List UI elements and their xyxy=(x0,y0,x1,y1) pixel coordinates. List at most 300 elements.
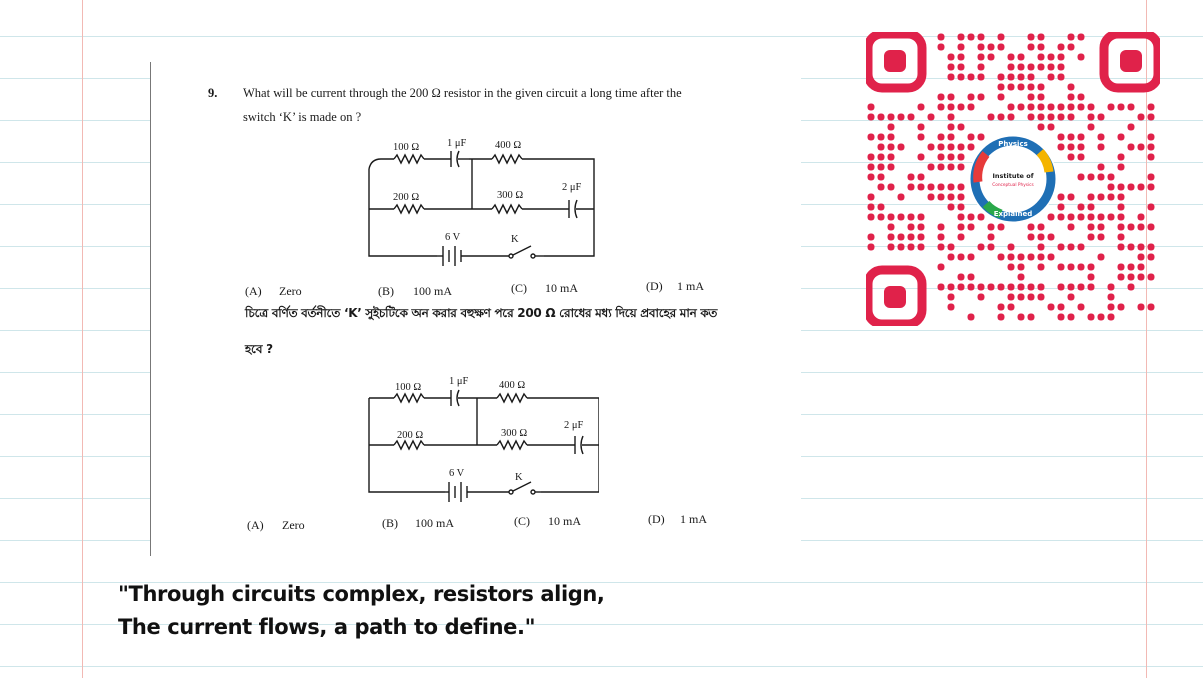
qr-module xyxy=(1068,134,1075,141)
qr-module xyxy=(1108,294,1115,301)
qr-module xyxy=(978,214,985,221)
qr-module xyxy=(1148,254,1155,261)
qr-module xyxy=(968,94,975,101)
qr-code[interactable] xyxy=(866,32,1160,326)
qr-module xyxy=(958,204,965,211)
caption-line1: "Through circuits complex, resistors align, xyxy=(118,582,605,606)
qr-module xyxy=(968,284,975,291)
option-bn-a-value: Zero xyxy=(282,518,305,532)
qr-module xyxy=(888,234,895,241)
qr-module xyxy=(1058,64,1065,71)
qr-module xyxy=(888,114,895,121)
qr-module xyxy=(1038,94,1045,101)
qr-module xyxy=(1058,44,1065,51)
option-bn-b-value: 100 mA xyxy=(415,516,454,530)
qr-module xyxy=(988,244,995,251)
qr-module xyxy=(1118,104,1125,111)
label-c1-bn: 1 μF xyxy=(449,376,469,387)
option-b-key: (B) xyxy=(378,284,394,298)
qr-module xyxy=(938,134,945,141)
option-a-key: (A) xyxy=(245,284,262,298)
qr-module xyxy=(958,224,965,231)
qr-module xyxy=(1058,144,1065,151)
qr-module xyxy=(918,184,925,191)
qr-logo xyxy=(969,135,1057,223)
qr-module xyxy=(1048,304,1055,311)
qr-module xyxy=(1098,224,1105,231)
qr-module xyxy=(958,154,965,161)
qr-module xyxy=(918,174,925,181)
ruled-line xyxy=(0,666,1203,667)
question-bengali-line2: হবে ? xyxy=(245,342,273,356)
qr-module xyxy=(898,194,905,201)
qr-module xyxy=(1058,284,1065,291)
qr-module xyxy=(1018,294,1025,301)
qr-module xyxy=(1148,184,1155,191)
qr-module xyxy=(1048,104,1055,111)
qr-module xyxy=(978,284,985,291)
qr-module xyxy=(878,144,885,151)
option-c-value: 10 mA xyxy=(545,281,578,295)
qr-module xyxy=(988,224,995,231)
qr-module xyxy=(1108,284,1115,291)
qr-module xyxy=(948,74,955,81)
qr-module xyxy=(978,134,985,141)
qr-module xyxy=(1148,274,1155,281)
qr-module xyxy=(958,34,965,41)
option-c-key: (C) xyxy=(511,281,527,295)
qr-module xyxy=(1108,174,1115,181)
qr-module xyxy=(898,114,905,121)
qr-module xyxy=(948,244,955,251)
qr-module xyxy=(1148,244,1155,251)
qr-module xyxy=(1108,194,1115,201)
qr-module xyxy=(1018,254,1025,261)
qr-module xyxy=(888,164,895,171)
qr-finder-top-right xyxy=(1104,34,1158,88)
qr-module xyxy=(1038,224,1045,231)
qr-logo-bottom: Explained xyxy=(993,210,1033,218)
qr-logo-middle2: Conceptual Physics xyxy=(992,183,1034,188)
qr-module xyxy=(978,54,985,61)
option-d-key: (D) xyxy=(646,279,663,293)
qr-module xyxy=(1138,114,1145,121)
qr-module xyxy=(1088,174,1095,181)
qr-module xyxy=(1128,244,1135,251)
qr-module xyxy=(1138,264,1145,271)
qr-module xyxy=(958,124,965,131)
question-text-line2: switch ‘K’ is made on ? xyxy=(243,110,362,124)
qr-module xyxy=(1078,244,1085,251)
qr-module xyxy=(1098,134,1105,141)
qr-module xyxy=(1148,134,1155,141)
qr-module xyxy=(948,204,955,211)
qr-module xyxy=(1098,214,1105,221)
qr-module xyxy=(1098,174,1105,181)
option-bn-d-value: 1 mA xyxy=(680,512,707,526)
qr-module xyxy=(1018,54,1025,61)
qr-module xyxy=(1008,284,1015,291)
qr-module xyxy=(1118,204,1125,211)
qr-module xyxy=(978,94,985,101)
question-text-line1: What will be current through the 200 Ω resistor in the given circuit a long time after the xyxy=(243,86,682,100)
qr-module xyxy=(918,224,925,231)
qr-module xyxy=(1078,154,1085,161)
qr-module xyxy=(878,154,885,161)
qr-module xyxy=(1048,74,1055,81)
qr-module xyxy=(958,164,965,171)
option-a-value: Zero xyxy=(279,284,302,298)
qr-module xyxy=(948,64,955,71)
qr-module xyxy=(1118,304,1125,311)
qr-module xyxy=(1058,214,1065,221)
qr-module xyxy=(1058,134,1065,141)
qr-module xyxy=(1098,234,1105,241)
qr-module xyxy=(948,114,955,121)
question-number: 9. xyxy=(208,86,218,100)
qr-module xyxy=(948,294,955,301)
qr-module xyxy=(958,104,965,111)
qr-module xyxy=(878,214,885,221)
qr-module xyxy=(1068,314,1075,321)
qr-module xyxy=(1118,244,1125,251)
qr-module xyxy=(1058,204,1065,211)
label-r1: 100 Ω xyxy=(393,142,420,153)
qr-module xyxy=(1028,44,1035,51)
qr-module xyxy=(1008,294,1015,301)
qr-module xyxy=(1028,294,1035,301)
qr-module xyxy=(1128,124,1135,131)
qr-module xyxy=(1098,194,1105,201)
option-d-value: 1 mA xyxy=(677,279,704,293)
qr-module xyxy=(1008,304,1015,311)
qr-module xyxy=(878,184,885,191)
qr-module xyxy=(998,74,1005,81)
qr-module xyxy=(1118,224,1125,231)
qr-module xyxy=(998,34,1005,41)
qr-module xyxy=(1128,184,1135,191)
qr-module xyxy=(998,44,1005,51)
qr-module xyxy=(1098,254,1105,261)
qr-finder-bottom-left xyxy=(868,270,922,324)
qr-module xyxy=(888,244,895,251)
qr-module xyxy=(948,124,955,131)
qr-module xyxy=(1018,64,1025,71)
qr-module xyxy=(948,194,955,201)
qr-module xyxy=(1148,174,1155,181)
qr-module xyxy=(1078,134,1085,141)
qr-module xyxy=(978,44,985,51)
qr-module xyxy=(958,54,965,61)
qr-module xyxy=(1028,114,1035,121)
qr-module xyxy=(1008,84,1015,91)
qr-module xyxy=(958,64,965,71)
qr-module xyxy=(998,284,1005,291)
qr-module xyxy=(988,114,995,121)
option-bn-d-key: (D) xyxy=(648,512,665,526)
qr-module xyxy=(1148,204,1155,211)
qr-module xyxy=(868,244,875,251)
qr-module xyxy=(938,234,945,241)
qr-module xyxy=(1058,74,1065,81)
qr-module xyxy=(918,214,925,221)
qr-module xyxy=(1008,244,1015,251)
caption-line2: The current flows, a path to define." xyxy=(118,615,536,639)
option-bn-b-key: (B) xyxy=(382,516,398,530)
qr-module xyxy=(1058,194,1065,201)
qr-module xyxy=(968,134,975,141)
qr-module xyxy=(948,304,955,311)
qr-module xyxy=(1028,64,1035,71)
qr-module xyxy=(1118,154,1125,161)
qr-module xyxy=(1078,204,1085,211)
qr-module xyxy=(1068,154,1075,161)
qr-module xyxy=(928,114,935,121)
qr-module xyxy=(878,164,885,171)
qr-module xyxy=(1118,274,1125,281)
qr-module xyxy=(1078,214,1085,221)
qr-module xyxy=(1118,184,1125,191)
qr-module xyxy=(1068,84,1075,91)
qr-module xyxy=(1038,114,1045,121)
qr-module xyxy=(1078,94,1085,101)
qr-module xyxy=(868,114,875,121)
qr-module xyxy=(1078,54,1085,61)
qr-module xyxy=(1118,234,1125,241)
option-b-value: 100 mA xyxy=(413,284,452,298)
label-r1-bn: 100 Ω xyxy=(395,382,422,393)
qr-module xyxy=(948,154,955,161)
qr-module xyxy=(888,154,895,161)
qr-module xyxy=(1008,74,1015,81)
qr-module xyxy=(1078,304,1085,311)
qr-module xyxy=(1028,284,1035,291)
qr-module xyxy=(1068,194,1075,201)
qr-module xyxy=(1028,254,1035,261)
label-switch-bn: K xyxy=(515,472,523,483)
qr-module xyxy=(868,154,875,161)
qr-module xyxy=(1048,54,1055,61)
qr-module xyxy=(958,144,965,151)
label-switch: K xyxy=(511,234,519,245)
qr-module xyxy=(1108,184,1115,191)
qr-module xyxy=(1078,284,1085,291)
qr-module xyxy=(948,54,955,61)
qr-module xyxy=(918,244,925,251)
qr-module xyxy=(968,74,975,81)
qr-module xyxy=(1028,224,1035,231)
qr-module xyxy=(1138,184,1145,191)
qr-logo-top: Physics xyxy=(998,140,1028,148)
scanned-question xyxy=(150,62,801,556)
qr-module xyxy=(978,74,985,81)
qr-module xyxy=(988,54,995,61)
qr-finder-top-left xyxy=(868,34,922,88)
qr-module xyxy=(1028,104,1035,111)
qr-module xyxy=(1128,104,1135,111)
qr-module xyxy=(1068,264,1075,271)
qr-module xyxy=(908,184,915,191)
qr-module xyxy=(938,104,945,111)
qr-module xyxy=(1088,194,1095,201)
qr-module xyxy=(998,84,1005,91)
qr-module xyxy=(958,184,965,191)
qr-module xyxy=(1008,104,1015,111)
qr-module xyxy=(1128,144,1135,151)
option-bn-c-value: 10 mA xyxy=(548,514,581,528)
qr-module xyxy=(938,264,945,271)
qr-module xyxy=(968,274,975,281)
qr-module xyxy=(1118,194,1125,201)
qr-module xyxy=(1048,214,1055,221)
qr-module xyxy=(1148,144,1155,151)
qr-module xyxy=(868,214,875,221)
qr-module xyxy=(1048,234,1055,241)
qr-module xyxy=(908,244,915,251)
qr-module xyxy=(968,314,975,321)
qr-module xyxy=(868,204,875,211)
qr-module xyxy=(1148,114,1155,121)
qr-module xyxy=(888,184,895,191)
qr-module xyxy=(938,154,945,161)
qr-module xyxy=(1038,234,1045,241)
qr-module xyxy=(1018,264,1025,271)
qr-module xyxy=(1148,304,1155,311)
qr-module xyxy=(1028,74,1035,81)
qr-module xyxy=(1088,234,1095,241)
label-r4-bn: 300 Ω xyxy=(501,428,528,439)
qr-module xyxy=(888,144,895,151)
qr-module xyxy=(1048,254,1055,261)
qr-module xyxy=(1058,244,1065,251)
circuit-diagram xyxy=(359,134,599,274)
label-c1: 1 μF xyxy=(447,138,467,149)
qr-module xyxy=(938,44,945,51)
qr-module xyxy=(968,214,975,221)
qr-module xyxy=(868,104,875,111)
qr-module xyxy=(908,174,915,181)
qr-module xyxy=(888,214,895,221)
qr-logo-middle1: Institute of xyxy=(992,172,1034,180)
qr-module xyxy=(1138,244,1145,251)
qr-module xyxy=(998,114,1005,121)
qr-module xyxy=(1058,314,1065,321)
qr-module xyxy=(978,34,985,41)
qr-module xyxy=(878,114,885,121)
qr-module xyxy=(918,134,925,141)
qr-module xyxy=(928,144,935,151)
qr-module xyxy=(1058,114,1065,121)
qr-module xyxy=(1088,264,1095,271)
qr-module xyxy=(898,234,905,241)
qr-module xyxy=(1088,124,1095,131)
qr-module xyxy=(1008,114,1015,121)
qr-module xyxy=(1138,224,1145,231)
qr-module xyxy=(888,224,895,231)
qr-module xyxy=(1038,84,1045,91)
qr-module xyxy=(1098,144,1105,151)
label-c2-bn: 2 μF xyxy=(564,420,584,431)
qr-module xyxy=(1028,94,1035,101)
qr-module xyxy=(1088,104,1095,111)
qr-module xyxy=(1078,144,1085,151)
qr-module xyxy=(1018,84,1025,91)
qr-module xyxy=(1108,104,1115,111)
qr-module xyxy=(1118,214,1125,221)
qr-module xyxy=(1068,244,1075,251)
qr-module xyxy=(898,244,905,251)
qr-module xyxy=(968,224,975,231)
qr-module xyxy=(898,144,905,151)
qr-module xyxy=(1068,294,1075,301)
qr-module xyxy=(978,294,985,301)
qr-module xyxy=(1028,34,1035,41)
label-battery-bn: 6 V xyxy=(449,468,465,479)
qr-module xyxy=(1118,134,1125,141)
qr-module xyxy=(898,214,905,221)
qr-module xyxy=(958,254,965,261)
qr-module xyxy=(1058,104,1065,111)
label-r2-bn: 400 Ω xyxy=(499,380,526,391)
qr-module xyxy=(958,284,965,291)
qr-module xyxy=(1008,254,1015,261)
qr-module xyxy=(1028,234,1035,241)
qr-module xyxy=(918,154,925,161)
qr-module xyxy=(1038,254,1045,261)
qr-module xyxy=(998,224,1005,231)
qr-module xyxy=(988,44,995,51)
qr-module xyxy=(948,104,955,111)
qr-module xyxy=(1088,284,1095,291)
qr-module xyxy=(928,164,935,171)
qr-module xyxy=(958,274,965,281)
qr-module xyxy=(868,194,875,201)
qr-module xyxy=(888,124,895,131)
qr-module xyxy=(1088,224,1095,231)
qr-module xyxy=(958,44,965,51)
qr-module xyxy=(928,194,935,201)
qr-module xyxy=(1078,34,1085,41)
qr-module xyxy=(1128,264,1135,271)
qr-module xyxy=(868,174,875,181)
qr-module xyxy=(968,254,975,261)
qr-module xyxy=(1138,274,1145,281)
qr-module xyxy=(1088,114,1095,121)
label-r3-bn: 200 Ω xyxy=(397,430,424,441)
qr-module xyxy=(1088,274,1095,281)
label-r3: 200 Ω xyxy=(393,192,420,203)
qr-module xyxy=(938,284,945,291)
qr-module xyxy=(1008,54,1015,61)
qr-module xyxy=(1038,294,1045,301)
qr-module xyxy=(968,144,975,151)
qr-module xyxy=(1068,284,1075,291)
qr-module xyxy=(1068,94,1075,101)
qr-module xyxy=(998,304,1005,311)
qr-module xyxy=(1128,274,1135,281)
qr-module xyxy=(908,234,915,241)
qr-module xyxy=(868,134,875,141)
qr-module xyxy=(1038,44,1045,51)
qr-module xyxy=(1118,164,1125,171)
qr-module xyxy=(968,34,975,41)
option-bn-a-key: (A) xyxy=(247,518,264,532)
qr-module xyxy=(948,184,955,191)
qr-module xyxy=(1038,284,1045,291)
qr-module xyxy=(998,94,1005,101)
qr-module xyxy=(878,134,885,141)
qr-module xyxy=(1028,84,1035,91)
